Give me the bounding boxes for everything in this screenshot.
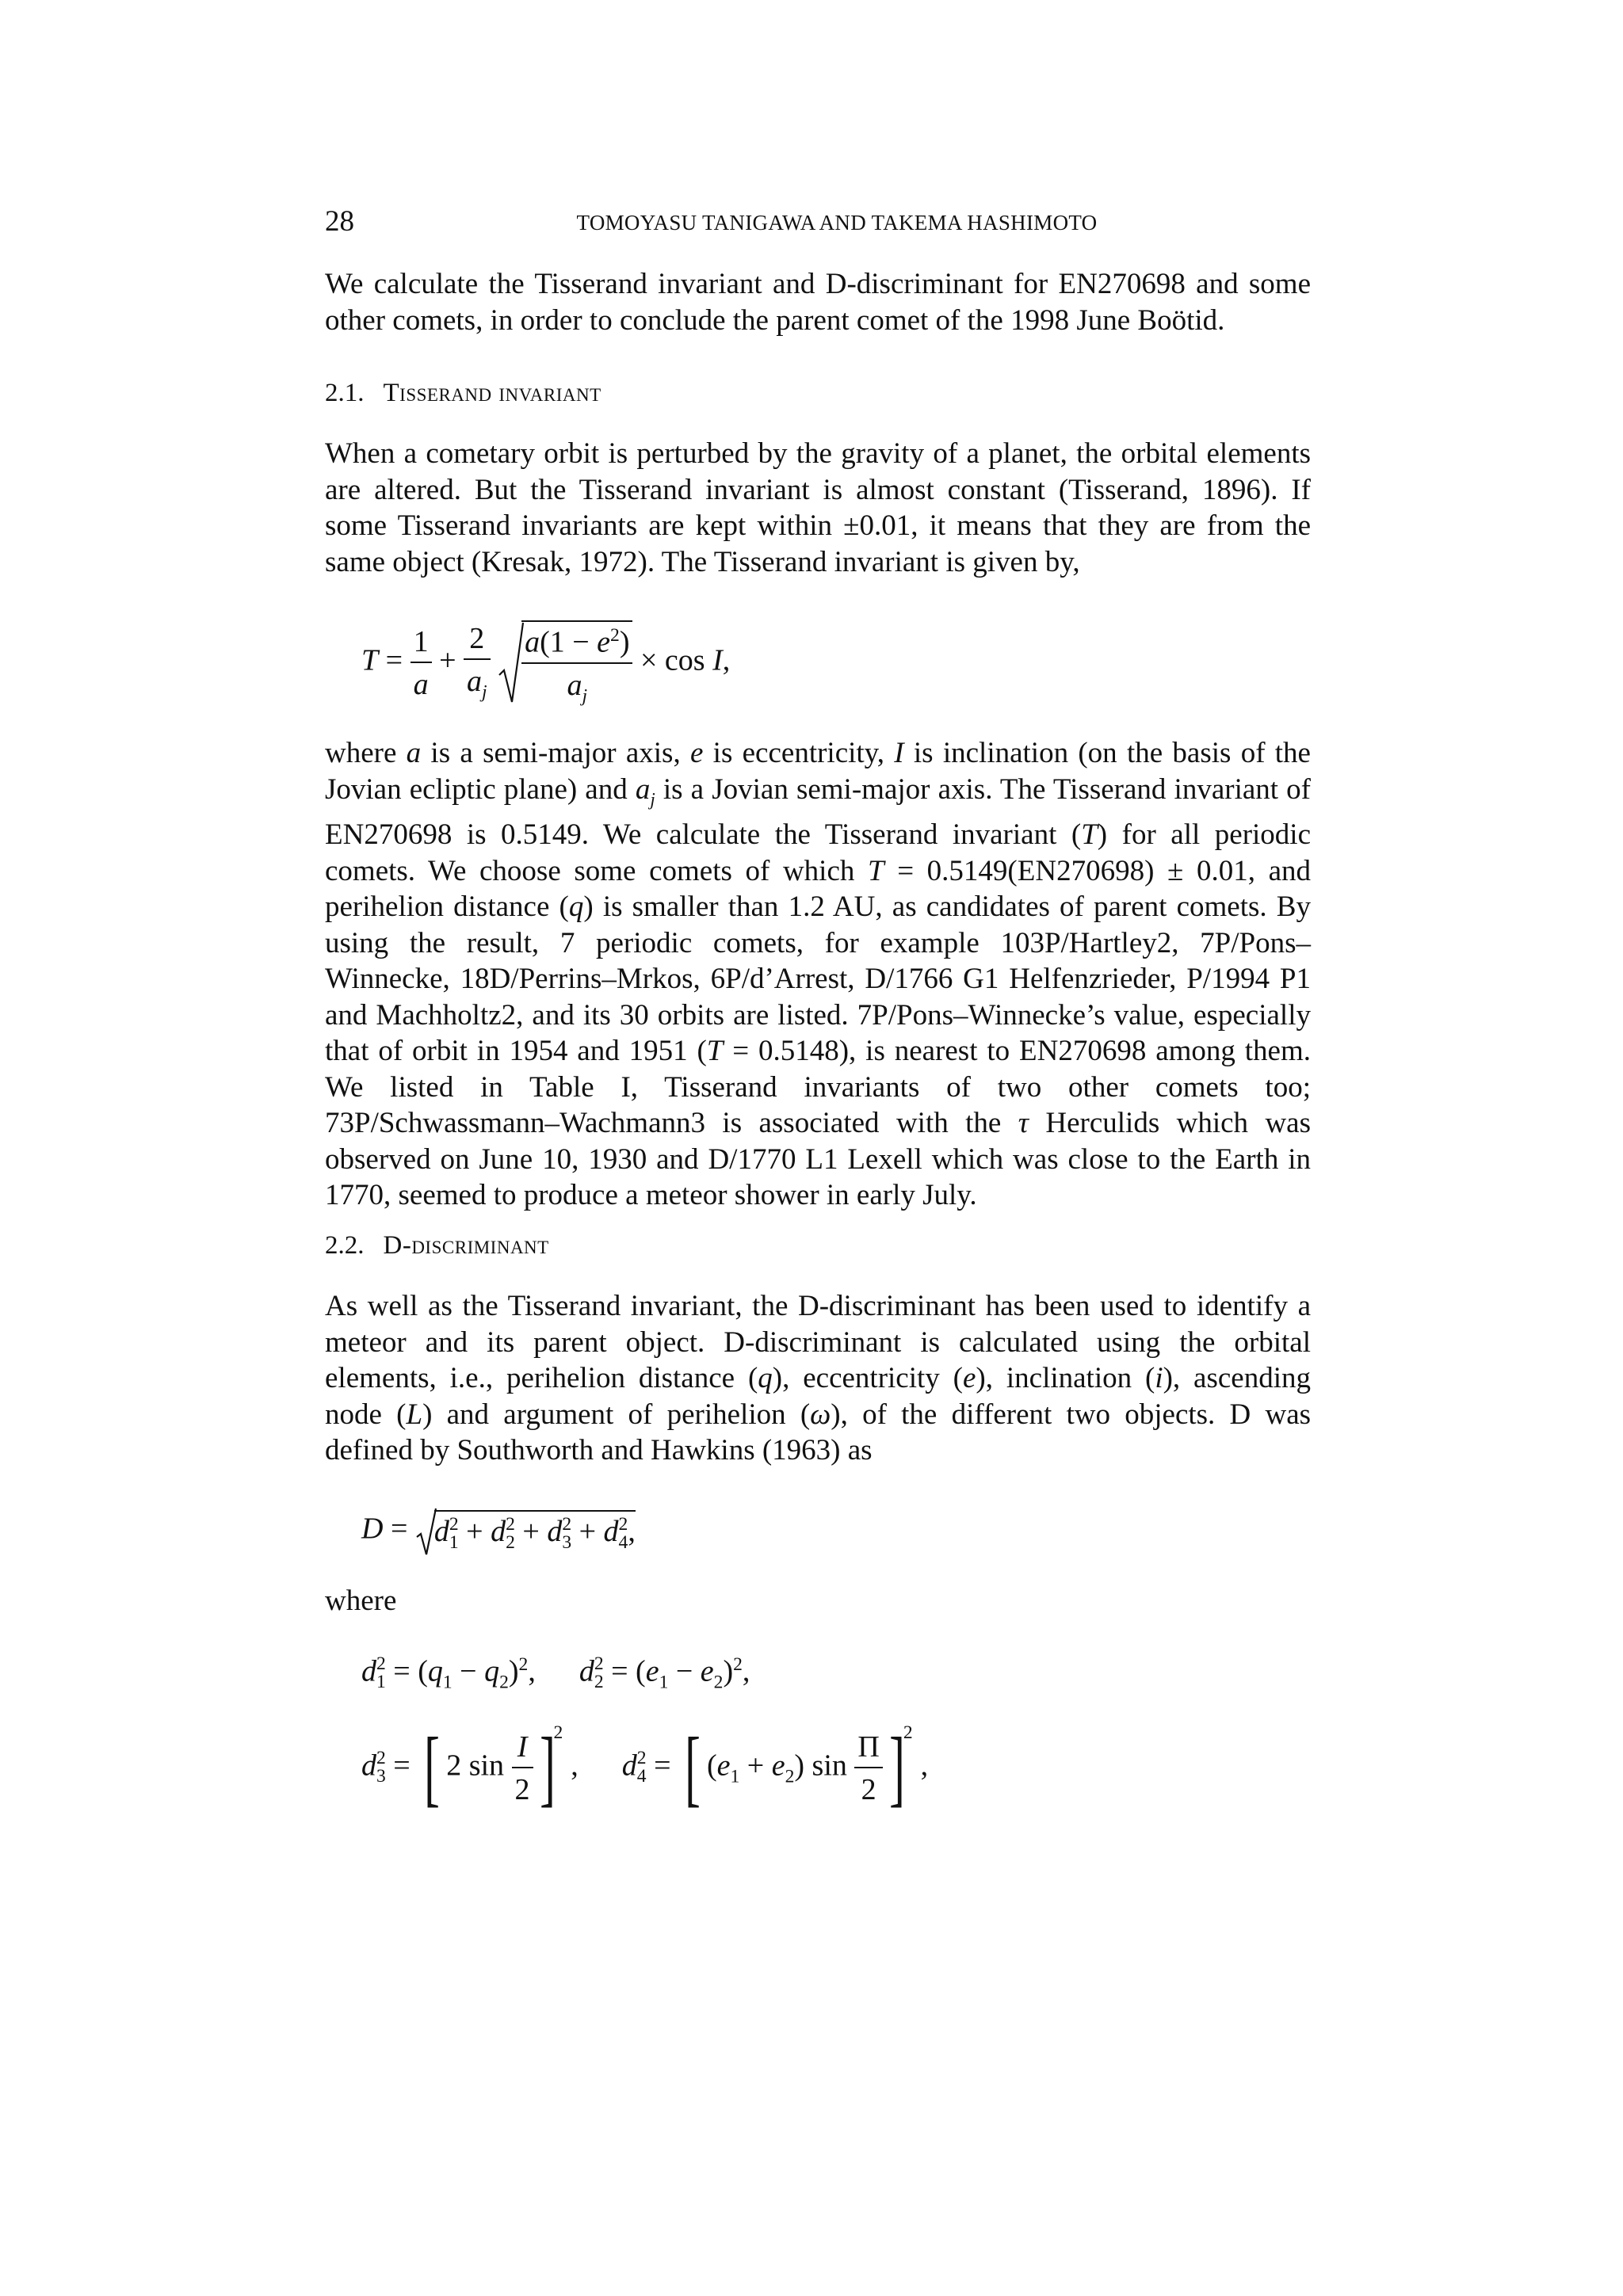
fraction-pi-over-2: $\frac{\Pi}{2}$ <box>854 1732 882 1805</box>
section-heading-2-1 <box>325 379 601 408</box>
fraction-two-over-aj: $\frac{2}{a_j}$ <box>464 624 491 702</box>
running-head-text: TOMOYASU TANIGAWA AND TAKEMA HASHIMOTO <box>576 211 1098 235</box>
section-number: 2.1. <box>325 379 365 407</box>
where-paragraph: where a is a semi-major axis, e is eccentricity, I is inclination (on the basis of the Jovian ecliptic plane) and $a_j$ is a Jovian semi-major axis. The Tisserand invariant of EN270698 is 0.5149. We calculate the Tisserand invariant (T) for all periodic comets. We choose some comets of which T = 0.5149(EN270698) ± 0.01, and perihelion distance (q) is smaller than 1.2 AU, as candidates of parent comets. By using the result, 7 periodic comets, for example 103P/Hartley2, 7P/Pons–Winnecke, 18D/Perrins–Mrkos, 6P/d’Arrest, D/1766 G1 Helfenzrieder, P/1994 P1 and Machholtz2, and its 30 orbits are listed. 7P/Pons–Winnecke’s value, especially that of orbit in 1954 and 1951 (T = 0.5148), is nearest to EN270698 among them. We listed in Table I, Tisserand invariants of two other comets too; 73P/Schwassmann–Wachmann3 is associated with the τ Herculids which was observed on June 10, 1930 and D/1770 L1 Lexell which was close to the Earth in 1770, seemed to produce a meteor shower in early July. <box>325 737 1312 1212</box>
d-equation: D = d $_{2 1}$ + d $_{2 2}$ + d $_{2 3}$ + d $_{2 4}$, <box>361 1505 636 1558</box>
d3-d4-equations: d $_{2 3}$ = [ 2 sin $\frac{I}{2}$ ]$^2$, d $_{2 4}$ = [ $(e_1 + e_2)$ sin $\frac{\Pi}{2}$ ]$^2$, <box>361 1721 929 1815</box>
fraction-inside-root: $\frac{a(1 - e^2)}{a_j}$ <box>521 627 632 706</box>
section-title: Tisserand invariant <box>383 379 601 407</box>
intro-paragraph: We calculate the Tisserand invariant and D-discriminant for EN270698 and some other comets, in order to conclude the parent comet of the 1998 June Boötid. <box>325 268 1311 337</box>
square-root <box>498 620 632 707</box>
section-heading-2-2 <box>325 1231 549 1261</box>
fraction-one-over-a: $\frac{1}{a}$ <box>411 627 432 700</box>
section-title: D-discriminant <box>383 1231 549 1260</box>
square-root: d $_{2 1}$ + d $_{2 2}$ + d $_{2 3}$ + d $_{2 4}$, <box>415 1505 636 1558</box>
section-number: 2.2. <box>325 1231 365 1260</box>
running-head <box>0 211 1623 235</box>
fraction-i-over-2: $\frac{I}{2}$ <box>512 1732 533 1805</box>
tisserand-equation: T = $\frac{1}{a}$ + $\frac{2}{a_j}$ $\frac{a(1 - e^2)}{a_j}$ × cos I, <box>361 620 730 707</box>
where-label: where <box>325 1585 397 1617</box>
tisserand-paragraph: When a cometary orbit is perturbed by the gravity of a planet, the orbital elements are altered. But the Tisserand invariant is almost constant (Tisserand, 1896). If some Tisserand invariants are kept within ±0.01, it means that they are from the same object (Kresak, 1972). The Tisserand invariant is given by, <box>325 437 1311 578</box>
page-number: 28 <box>325 205 354 238</box>
d1-d2-equations: d $_{2 1} = (q_1 - q_2)^2$, d $_{2 2} = (e_1 - e_2)^2$, <box>361 1653 750 1693</box>
d-discriminant-paragraph: As well as the Tisserand invariant, the D-discriminant has been used to identify a meteor and its parent object. D-discriminant is calculated using the orbital elements, i.e., perihelion distance (q), eccentricity (e), inclination (i), ascending node (L) and argument of perihelion (ω), of the different two objects. D was defined by Southworth and Hawkins (1963) as <box>325 1290 1312 1466</box>
